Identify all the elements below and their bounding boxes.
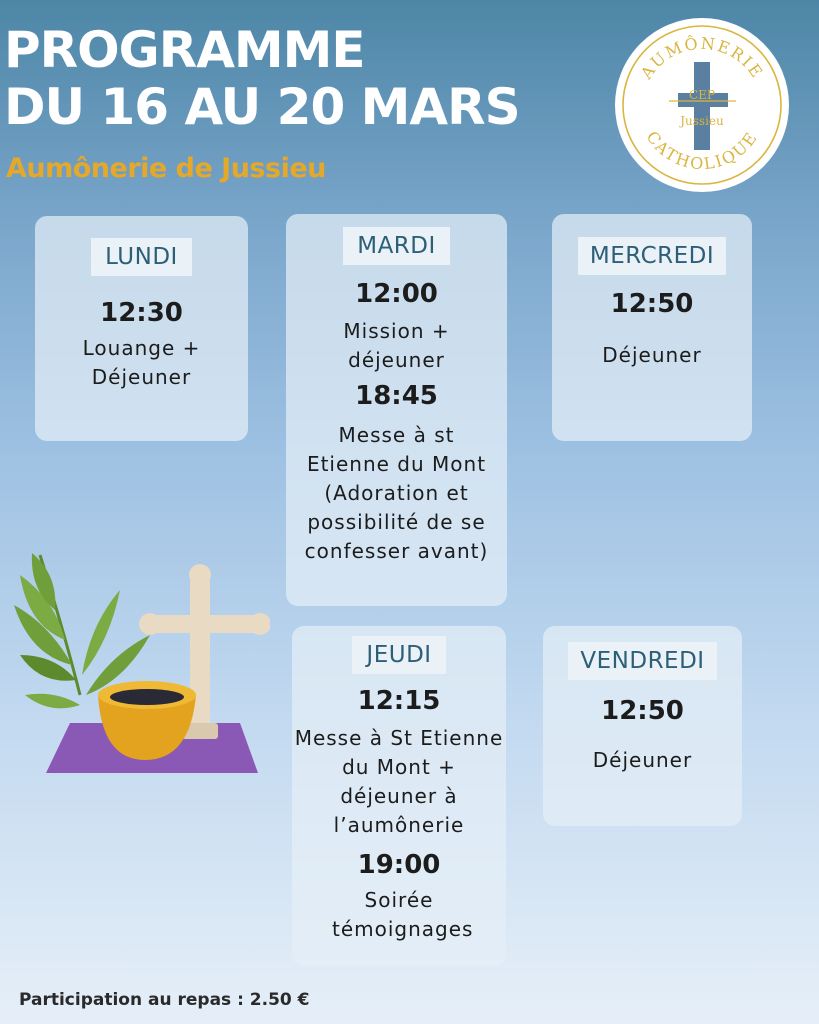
title-line-1: PROGRAMME <box>4 21 365 79</box>
day-label-lundi: LUNDI <box>91 238 192 276</box>
time-mercredi-1: 12:50 <box>610 289 694 319</box>
logo-center-line2: Jussieu <box>680 114 724 128</box>
time-jeudi-2: 19:00 <box>357 850 441 880</box>
logo-center-line1: CEP <box>688 88 716 102</box>
day-label-vendredi: VENDREDI <box>568 642 716 680</box>
desc-mardi-2: Messe à st Etienne du Mont (Adoration et possibilité de se confesser avant) <box>304 423 489 563</box>
desc-vendredi-1: Déjeuner <box>592 748 693 772</box>
desc-jeudi-1: Messe à St Etienne du Mont + déjeuner à l’aumônerie <box>294 726 504 837</box>
desc-mardi-1: Mission + déjeuner <box>343 319 450 372</box>
time-mardi-1: 12:00 <box>355 279 438 309</box>
day-label-jeudi: JEUDI <box>352 636 445 674</box>
card-mercredi <box>552 214 752 441</box>
time-jeudi-1: 12:15 <box>357 686 441 716</box>
card-mardi <box>286 214 507 606</box>
desc-mercredi-1: Déjeuner <box>602 343 702 367</box>
day-label-mercredi: MERCREDI <box>578 237 726 275</box>
card-jeudi <box>292 626 506 966</box>
card-lundi <box>35 216 248 441</box>
desc-lundi-1: Louange + Déjeuner <box>82 336 201 389</box>
day-label-mardi: MARDI <box>343 227 450 265</box>
meal-price-note: Participation au repas : 2.50 € <box>19 990 310 1010</box>
card-vendredi <box>543 626 742 826</box>
logo-bottom-text: CATHOLIQUE <box>642 127 762 174</box>
page-title <box>4 22 520 136</box>
ash-wednesday-illustration <box>10 545 270 785</box>
chaplaincy-logo <box>614 17 790 193</box>
time-vendredi-1: 12:50 <box>601 696 684 726</box>
time-lundi-1: 12:30 <box>100 298 183 328</box>
page-subtitle: Aumônerie de Jussieu <box>6 153 326 184</box>
title-line-2: DU 16 AU 20 MARS <box>4 78 520 136</box>
desc-jeudi-2: Soirée témoignages <box>332 888 474 941</box>
time-mardi-2: 18:45 <box>355 381 438 411</box>
logo-top-text: AUMÔNERIE <box>636 33 768 83</box>
